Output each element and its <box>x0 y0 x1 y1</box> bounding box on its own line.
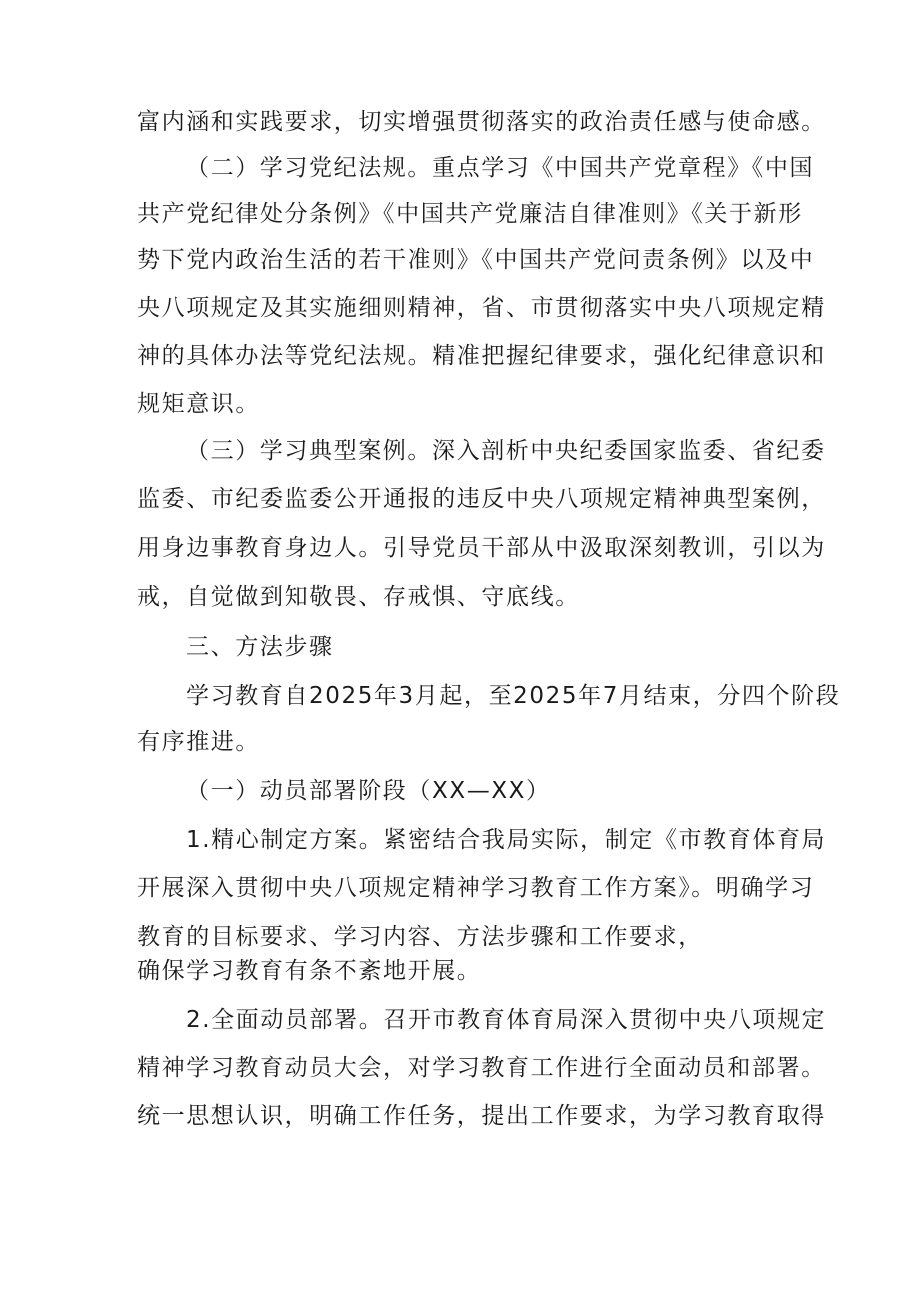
body-text-line: 用身边事教育身边人。引导党员干部从中汲取深刻教训，引以为 <box>137 535 826 561</box>
body-text-line: 确保学习教育有条不紊地开展。 <box>137 958 482 984</box>
body-text-line: 有序推进。 <box>137 729 260 755</box>
body-text-line: 精神学习教育动员大会，对学习教育工作进行全面动员和部署。 <box>137 1055 826 1081</box>
section-heading-methods: 三、方法步骤 <box>186 634 334 660</box>
body-text-line: 教育的目标要求、学习内容、方法步骤和工作要求， <box>137 924 703 950</box>
body-text-line: 戒，自觉做到知敬畏、存戒惧、守底线。 <box>137 584 580 610</box>
body-text-line: 势下党内政治生活的若干准则》《中国共产党问责条例》以及中 <box>137 247 815 273</box>
body-text-line: 开展深入贯彻中央八项规定精神学习教育工作方案》。明确学习 <box>137 875 815 901</box>
list-item-1: 1.精心制定方案。紧密结合我局实际，制定《市教育体育局 <box>186 827 827 853</box>
body-text-line: 监委、市纪委监委公开通报的违反中央八项规定精神典型案例， <box>137 486 826 512</box>
body-text-line: 央八项规定及其实施细则精神，省、市贯彻落实中央八项规定精 <box>137 295 826 321</box>
body-text-line: 神的具体办法等党纪法规。精准把握纪律要求，强化纪律意识和 <box>137 343 826 369</box>
body-text-line: 学习教育自2025年3月起，至2025年7月结束，分四个阶段 <box>186 683 841 709</box>
section-heading-study-cases: （三）学习典型案例。深入剖析中央纪委国家监委、省纪委 <box>186 438 826 464</box>
section-heading-study-discipline: （二）学习党纪法规。重点学习《中国共产党章程》《中国 <box>186 155 815 181</box>
body-text-line: 统一思想认识，明确工作任务，提出工作要求，为学习教育取得 <box>137 1103 826 1129</box>
body-text-line: 共产党纪律处分条例》《中国共产党廉洁自律准则》《关于新形 <box>137 201 803 227</box>
subsection-heading-mobilization: （一）动员部署阶段（XX—XX） <box>186 778 551 804</box>
body-text-line: 富内涵和实践要求，切实增强贯彻落实的政治责任感与使命感。 <box>137 109 826 135</box>
list-item-2: 2.全面动员部署。召开市教育体育局深入贯彻中央八项规定 <box>186 1007 827 1033</box>
body-text-line: 规矩意识。 <box>137 391 260 417</box>
